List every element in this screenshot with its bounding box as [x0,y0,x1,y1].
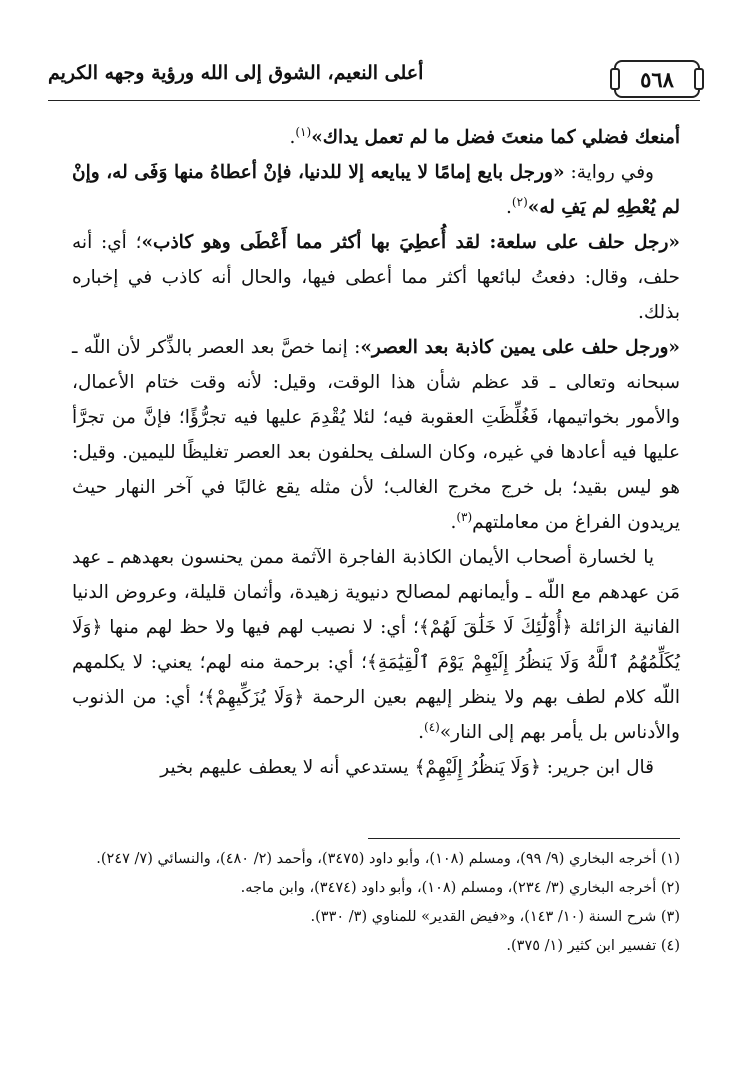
hadith-text: «رجل حلف على سلعة: لقد أُعطِيَ بها أكثر مما أَعْطَى وهو كاذب» [141,232,680,253]
footnote-ref-4: (٤) [424,719,440,734]
footnote-ref-3: (٣) [456,509,473,524]
paragraph-1: أمنعك فضلي كما منعتَ فضل ما لم تعمل يداك»$^{(١)}$. [289,124,680,148]
paragraph-6: قال ابن جرير: ﴿وَلَا يَنظُرُ إِلَيْهِمْ﴾ يستدعي أنه لا يعطف عليهم بخير [160,757,654,778]
footnote-ref-1: (١) [295,124,312,139]
header-rule [48,100,700,101]
page-header [48,58,700,102]
footnotes [72,845,680,961]
footnote-3: (٣) شرح السنة (١٠/ ١٤٣)، و«فيض القدير» للمناوي (٣/ ٣٣٠). [310,909,680,925]
running-title: أعلى النعيم، الشوق إلى الله ورؤية وجهه الكريم [48,62,424,84]
footnote-separator [368,838,680,839]
quran-verse: ﴿أُوْلَٰٓئِكَ لَا خَلَٰقَ لَهُمْ﴾ [418,617,573,638]
hadith-text: «ورجل بايع إمامًا لا يبايعه إلا للدنيا، فإنْ أعطاهُ منها وَفَى له، وإنْ لم يُعْطِهِ لم يَفِ له» [72,162,680,218]
paragraph-3: «رجل حلف على سلعة: لقد أُعطِيَ بها أكثر مما أَعْطَى وهو كاذب»؛ أي: أنه حلف، وقال: دفعتُ لبائعها أكثر مما أعطى فيها، والحال أنه كاذب في إخباره بذلك. [72,232,680,323]
paragraph-4: «ورجل حلف على يمين كاذبة بعد العصر»: إنما خصَّ بعد العصر بالذِّكر لأن اللّه ـ سبحانه وتعالى ـ قد عظم شأن هذا الوقت، وقيل: لأنه وقت ختام الأعمال، والأمور بخواتيمها، فَغُلِّظَتِ العقوبة فيه؛ لئلا يُقْدِمَ عليها فيه تجرُّؤًا؛ فإنَّ من تجرَّأ عليها فيه أعادها في غيره، وكان السلف يحلفون بعد العصر تغليظًا لليمين. وقيل: هو ليس بقيد؛ بل خرج مخرج الغالب؛ لأن مثله يقع غالبًا في آخر النهار حيث يريدون الفراغ من معاملتهم$^{(٣)}$. [72,337,680,533]
footnote-ref-2: (٢) [511,194,528,209]
main-text [72,120,680,785]
hadith-text: «ورجل حلف على يمين كاذبة بعد العصر» [360,337,680,358]
quran-verse: ﴿وَلَا يُزَكِّيهِمْ﴾ [204,687,305,708]
page-number: ٥٦٨ [614,60,700,98]
footnote-2: (٢) أخرجه البخاري (٣/ ٢٣٤)، ومسلم (١٠٨)، وأبو داود (٣٤٧٤)، وابن ماجه. [240,880,680,896]
quran-verse: ﴿وَلَا يُكَلِّمُهُمُ ٱللَّهُ وَلَا يَنظُرُ إِلَيْهِمْ يَوْمَ ٱلْقِيَٰمَةِ﴾ [72,617,680,673]
paragraph-2: وفي رواية: «ورجل بايع إمامًا لا يبايعه إلا للدنيا، فإنْ أعطاهُ منها وَفَى له، وإنْ لم يُعْطِهِ لم يَفِ له»$^{(٢)}$. [72,162,680,218]
paragraph-5: يا لخسارة أصحاب الأيمان الكاذبة الفاجرة الآثمة ممن يحنسون بعهدهم ـ عهد مَن عهدهم مع اللّه ـ وأيمانهم لمصالح دنيوية زهيدة، وأثمان قليلة، وعروض الدنيا الفانية الزائلة ﴿أُوْلَٰٓئِكَ لَا خَلَٰقَ لَهُمْ﴾؛ أي: لا نصيب لهم فيها ولا حظ لهم منها ﴿وَلَا يُكَلِّمُهُمُ ٱللَّهُ وَلَا يَنظُرُ إِلَيْهِمْ يَوْمَ ٱلْقِيَٰمَةِ﴾؛ أي: برحمة منه لهم؛ يعني: لا يكلمهم اللّه كلام لطف بهم ولا ينظر إليهم بعين الرحمة ﴿وَلَا يُزَكِّيهِمْ﴾؛ أي: من الذنوب والأدناس بل يأمر بهم إلى النار»$^{(٤)}$. [72,547,680,743]
quran-verse: ﴿وَلَا يَنظُرُ إِلَيْهِمْ﴾ [414,757,541,778]
hadith-text: أمنعك فضلي كما منعتَ فضل ما لم تعمل يداك» [311,127,680,148]
footnote-1: (١) أخرجه البخاري (٩/ ٩٩)، ومسلم (١٠٨)، وأبو داود (٣٤٧٥)، وأحمد (٢/ ٤٨٠)، والنسائي (٧/ ٢٤٧). [96,851,680,867]
footnote-4: (٤) تفسير ابن كثير (١/ ٣٧٥). [506,938,680,954]
